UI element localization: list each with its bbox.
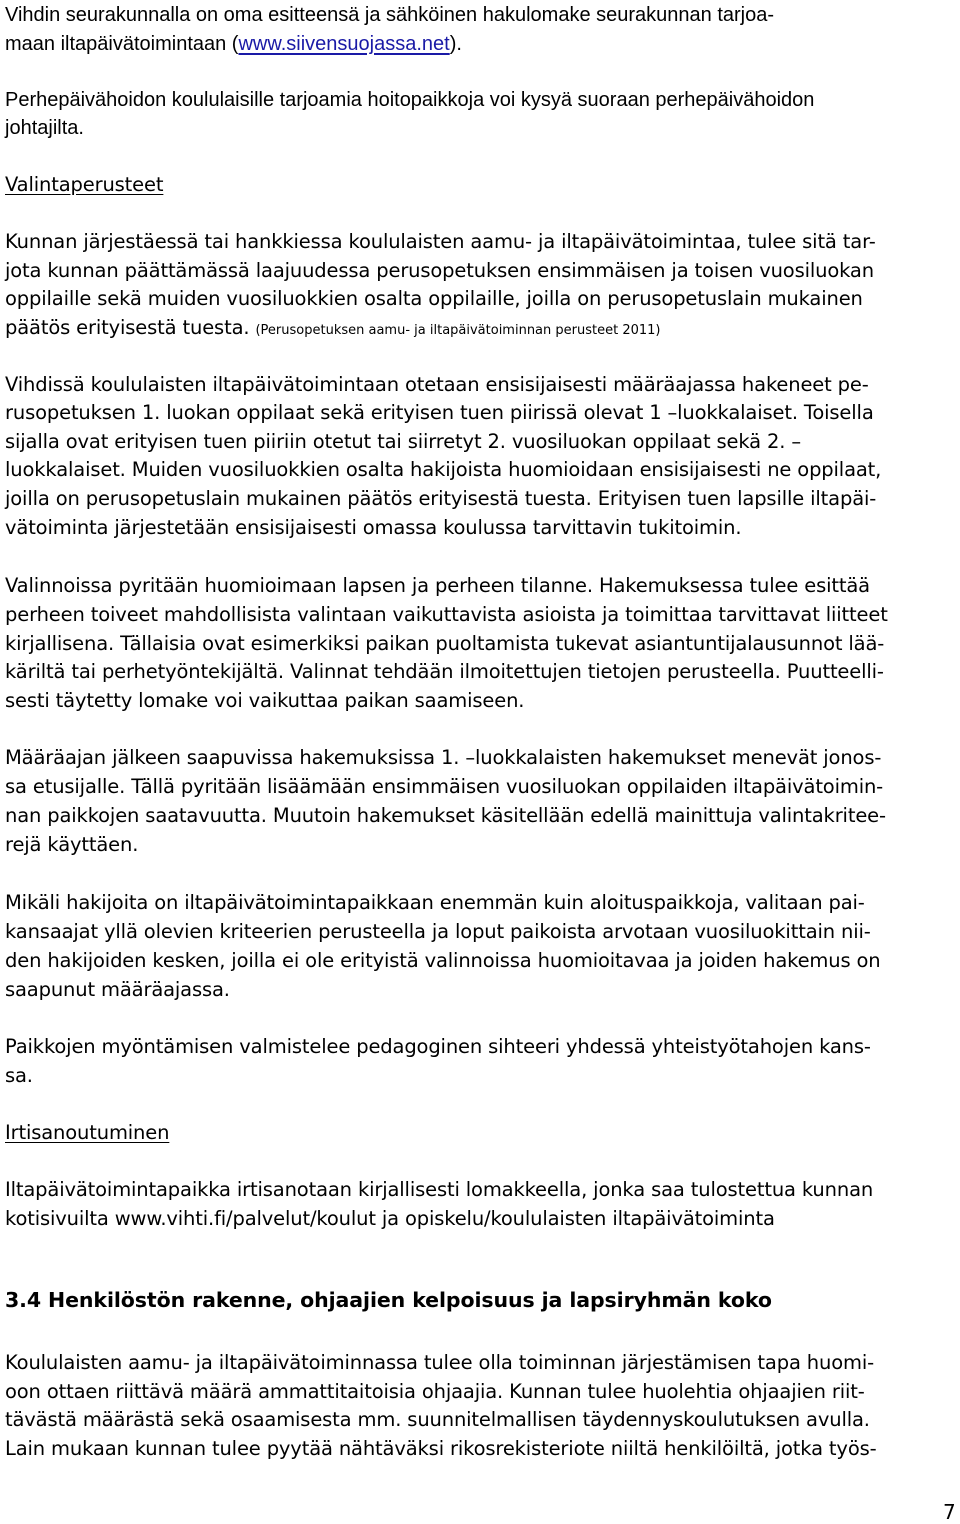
paragraph-line: Paikkojen myöntämisen valmistelee pedagoginen sihteeri yhdessä yhteistyötahojen kans- — [5, 1035, 871, 1058]
paragraph-line: Kunnan järjestäessä tai hankkiessa koululaisten aamu- ja iltapäivätoimintaa, tulee sitä tar- — [5, 230, 876, 253]
paragraph-line: rejä käyttäen. — [5, 833, 139, 856]
paragraph-line: kotisivuilta www.vihti.fi/palvelut/koulut ja opiskelu/koululaisten iltapäivätoiminta — [5, 1207, 775, 1230]
intro-line: Perhepäivähoidon koululaisille tarjoamia hoitopaikkoja voi kysyä suoraan perhepäivähoidon — [5, 89, 815, 111]
paragraph-line: Valinnoissa pyritään huomioimaan lapsen ja perheen tilanne. Hakemuksessa tulee esittää — [5, 574, 870, 597]
paragraph-line: perheen toiveet mahdollisista valintaan vaikuttavista asioista ja toimittaa tarvittavat liitteet — [5, 603, 888, 626]
intro-text: maan iltapäivätoimintaan ( — [5, 33, 239, 55]
paragraph-line: vätoiminta järjestetään ensisijaisesti omassa koulussa tarvittavin tukitoimin. — [5, 516, 742, 539]
paragraph-line: nan paikkojen saatavuutta. Muutoin hakemukset käsitellään edellä mainittuja valintakritee- — [5, 804, 886, 827]
paragraph-line: jota kunnan päättämässä laajuudessa perusopetuksen ensimmäisen ja toisen vuosiluokan — [5, 259, 874, 282]
paragraph-line: Koululaisten aamu- ja iltapäivätoiminnassa tulee olla toiminnan järjestämisen tapa huomi- — [5, 1351, 874, 1374]
paragraph-line: sesti täytetty lomake voi vaikuttaa paikan saamiseen. — [5, 689, 525, 712]
section-heading-3-4: 3.4 Henkilöstön rakenne, ohjaajien kelpoisuus ja lapsiryhmän koko — [5, 1288, 772, 1312]
paragraph-line: kansaajat yllä olevien kriteerien perusteella ja loput paikoista arvotaan vuosiluokittain nii- — [5, 920, 871, 943]
intro-line — [5, 32, 462, 56]
paragraph-line: Mikäli hakijoita on iltapäivätoimintapaikkaan enemmän kuin aloituspaikkoja, valitaan pai- — [5, 891, 865, 914]
paragraph-line: sijalla ovat erityisen tuen piiriin otetut tai siirretyt 2. vuosiluokan oppilaat sekä 2. – — [5, 430, 801, 453]
paragraph-line: Määräajan jälkeen saapuvissa hakemuksissa 1. –luokkalaisten hakemukset menevät jonos- — [5, 746, 882, 769]
paragraph-text: päätös erityisestä tuesta. — [5, 316, 250, 339]
paragraph-line: kirjallisena. Tällaisia ovat esimerkiksi paikan puoltamista tukevat asiantuntijalausunnot lää- — [5, 632, 885, 655]
page-number: 7 — [943, 1500, 956, 1524]
section-title-irtisanoutuminen: Irtisanoutuminen — [5, 1121, 170, 1144]
paragraph-line: rusopetuksen 1. luokan oppilaat sekä erityisen tuen piirissä olevat 1 –luokkalaiset. Toisella — [5, 401, 874, 424]
paragraph-line: käriltä tai perhetyöntekijältä. Valinnat tehdään ilmoitettujen tietojen perusteella. Puutteelli- — [5, 660, 884, 683]
paragraph-line: sa. — [5, 1064, 33, 1087]
paragraph-line: saapunut määräajassa. — [5, 978, 230, 1001]
intro-text: ). — [449, 33, 462, 55]
paragraph-line: joilla on perusopetuslain mukainen päätös erityisestä tuesta. Erityisen tuen lapsille iltapäi- — [5, 487, 877, 510]
paragraph-line: luokkalaiset. Muiden vuosiluokkien osalta hakijoista huomioidaan ensisijaisesti ne oppilaat, — [5, 458, 882, 481]
paragraph-line: Iltapäivätoimintapaikka irtisanotaan kirjallisesti lomakkeella, jonka saa tulostettua kunnan — [5, 1178, 874, 1201]
paragraph-line — [5, 316, 660, 343]
section-title-valintaperusteet: Valintaperusteet — [5, 173, 164, 196]
citation: (Perusopetuksen aamu- ja iltapäivätoiminnan perusteet 2011) — [255, 323, 661, 338]
seurakunta-link[interactable]: www.siivensuojassa.net — [238, 33, 450, 55]
paragraph-line: sa etusijalle. Tällä pyritään lisäämään ensimmäisen vuosiluokan oppilaiden iltapäivätoimin- — [5, 775, 884, 798]
paragraph-line: oon ottaen riittävä määrä ammattitaitoisia ohjaajia. Kunnan tulee huolehtia ohjaajien riit- — [5, 1380, 865, 1403]
paragraph-line: den hakijoiden kesken, joilla ei ole erityistä valinnoissa huomioitavaa ja joiden hakemus on — [5, 949, 881, 972]
paragraph-line: oppilaille sekä muiden vuosiluokkien osalta oppilaille, joilla on perusopetuslain mukainen — [5, 287, 863, 310]
paragraph-line: tävästä määrästä sekä osaamisesta mm. suunnitelmallisen täydennyskoulutuksen avulla. — [5, 1408, 870, 1431]
intro-line: johtajilta. — [5, 117, 84, 139]
paragraph-line: Lain mukaan kunnan tulee pyytää nähtäväksi rikosrekisteriote niiltä henkilöiltä, jotka työs- — [5, 1437, 877, 1460]
paragraph-line: Vihdissä koululaisten iltapäivätoimintaan otetaan ensisijaisesti määräajassa hakeneet pe- — [5, 373, 869, 396]
intro-line: Vihdin seurakunnalla on oma esitteensä ja sähköinen hakulomake seurakunnan tarjoa- — [5, 4, 775, 26]
